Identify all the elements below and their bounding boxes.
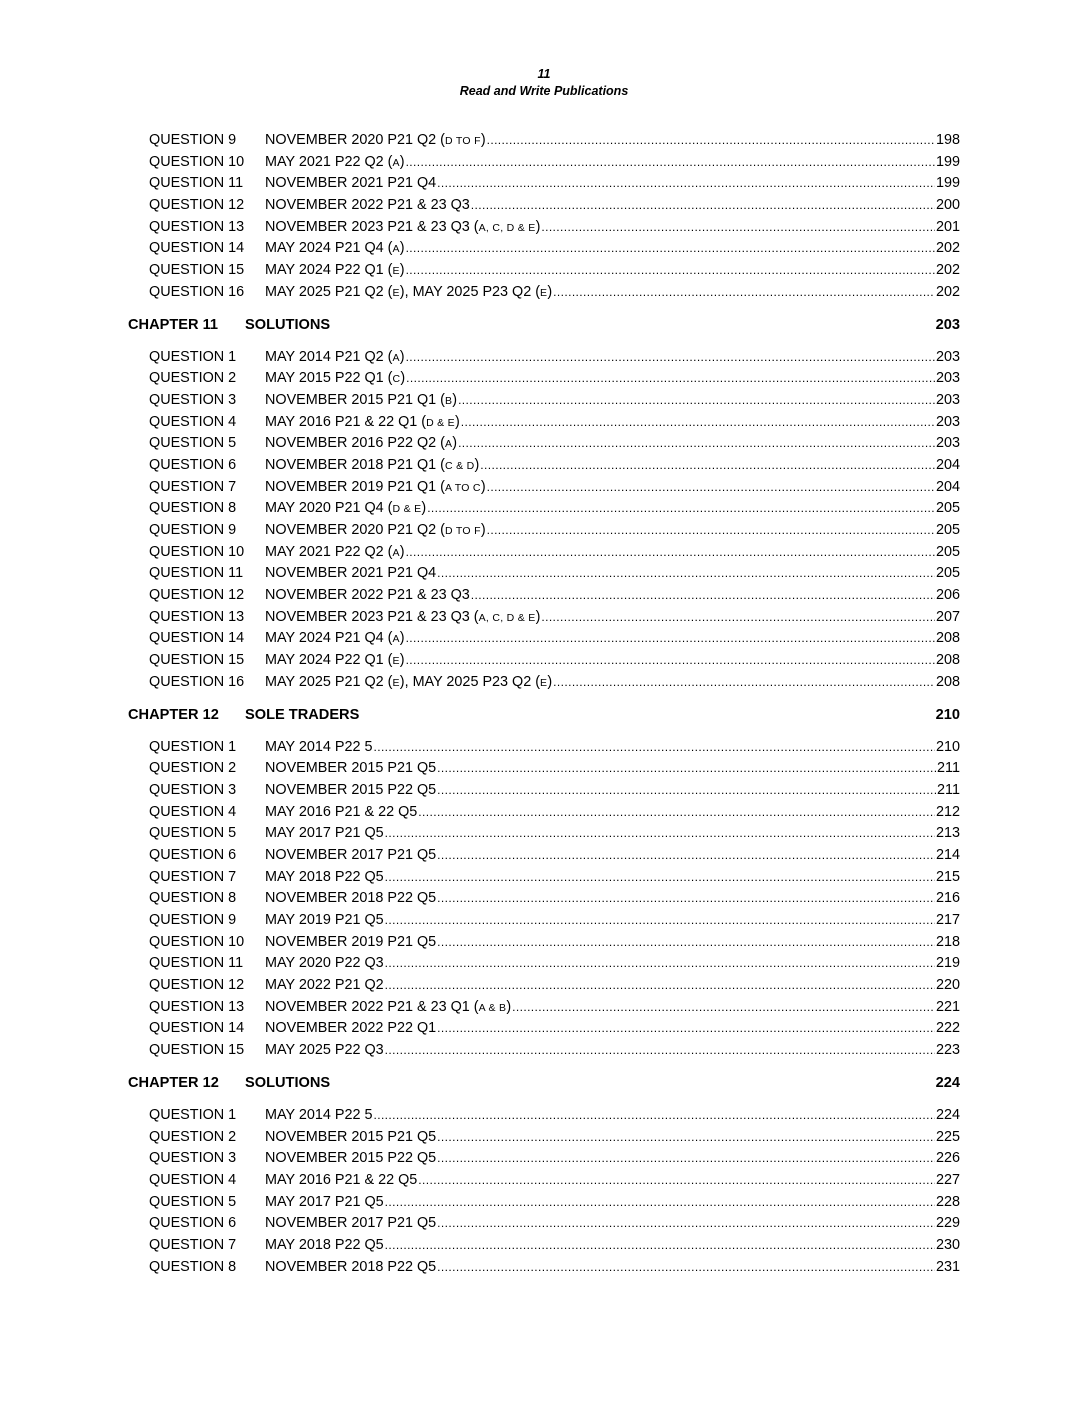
entry-page-number: 208 [935, 673, 960, 690]
entry-page-number: 226 [935, 1150, 960, 1167]
question-source: MAY 2020 P21 Q4 (D & E) [265, 500, 427, 517]
dot-leader [418, 1173, 935, 1187]
question-source: NOVEMBER 2022 P21 & 23 Q3 [265, 587, 470, 604]
question-label: QUESTION 13 [149, 998, 245, 1015]
question-label: QUESTION 4 [149, 803, 237, 820]
question-label: QUESTION 12 [149, 587, 245, 604]
question-label: QUESTION 8 [149, 1258, 237, 1275]
question-source: MAY 2017 P21 Q5 [265, 1193, 384, 1210]
question-source: MAY 2014 P21 Q2 (A) [265, 348, 405, 365]
question-source: NOVEMBER 2015 P22 Q5 [265, 781, 437, 798]
chapter-label: CHAPTER 12 [128, 1074, 219, 1091]
question-label: QUESTION 2 [149, 370, 237, 387]
entry-page-number: 210 [935, 738, 960, 755]
entry-page-number: 203 [935, 370, 960, 387]
entry-page-number: 198 [935, 132, 960, 148]
dot-leader [437, 566, 935, 580]
dot-leader [418, 805, 935, 819]
dot-leader [385, 1043, 935, 1057]
question-label: QUESTION 1 [149, 348, 237, 365]
toc-entry[interactable] [128, 760, 960, 782]
dot-leader [385, 1195, 935, 1209]
entry-page-number: 230 [935, 1236, 960, 1253]
question-label: QUESTION 13 [149, 218, 245, 235]
entry-page-number: 224 [935, 1106, 960, 1123]
toc-entry[interactable] [128, 219, 960, 241]
question-label: QUESTION 6 [149, 456, 237, 473]
entry-page-number: 217 [935, 912, 960, 928]
question-label: QUESTION 4 [149, 413, 237, 430]
question-source: NOVEMBER 2019 P21 Q5 [265, 933, 437, 950]
dot-leader [406, 241, 935, 255]
question-label: QUESTION 5 [149, 1193, 237, 1210]
entry-page-number: 214 [935, 846, 960, 863]
question-label: QUESTION 12 [149, 197, 245, 214]
page-number: 11 [537, 67, 551, 81]
entry-page-number: 220 [935, 977, 960, 994]
publisher-name: Read and Write Publications [459, 84, 629, 98]
entry-page-number: 211 [937, 760, 960, 777]
question-label: QUESTION 3 [149, 1150, 237, 1167]
dot-leader [406, 155, 935, 169]
question-source: MAY 2021 P22 Q2 (A) [265, 543, 405, 560]
dot-leader [373, 1108, 935, 1122]
question-source: MAY 2014 P22 5 [265, 738, 373, 755]
dot-leader [461, 415, 935, 429]
dot-leader [385, 978, 935, 992]
dot-leader [437, 783, 936, 797]
entry-page-number: 208 [935, 652, 960, 669]
question-label: QUESTION 11 [149, 955, 244, 972]
toc-entry[interactable] [128, 587, 960, 609]
entry-page-number: 223 [935, 1042, 960, 1059]
dot-leader [373, 740, 935, 754]
toc-entry[interactable] [128, 565, 960, 587]
question-source: MAY 2024 P22 Q1 (E) [265, 262, 405, 279]
toc-entry[interactable] [128, 262, 960, 284]
entry-page-number: 204 [935, 478, 960, 495]
question-source: MAY 2022 P21 Q2 [265, 977, 384, 994]
question-source: NOVEMBER 2023 P21 & 23 Q3 (A, C, D & E) [265, 218, 541, 235]
toc-entry[interactable] [128, 1129, 960, 1151]
entry-page-number: 221 [935, 998, 960, 1015]
entry-page-number: 219 [935, 955, 960, 972]
toc-entry[interactable] [128, 479, 960, 501]
question-source: MAY 2025 P21 Q2 (E), MAY 2025 P23 Q2 (E) [265, 673, 553, 690]
entry-page-number: 206 [935, 587, 960, 604]
question-source: MAY 2024 P21 Q4 (A) [265, 240, 405, 257]
chapter-heading[interactable] [128, 1075, 960, 1096]
toc-entry[interactable] [128, 392, 960, 414]
toc-entry[interactable] [128, 1215, 960, 1237]
question-source: MAY 2020 P22 Q3 [265, 955, 384, 972]
question-label: QUESTION 9 [149, 132, 237, 148]
toc-entry[interactable] [128, 240, 960, 262]
question-source: MAY 2018 P22 Q5 [265, 868, 384, 885]
chapter-label: CHAPTER 11 [128, 316, 219, 333]
dot-leader [553, 675, 935, 689]
dot-leader [553, 285, 935, 299]
toc-entry[interactable] [128, 955, 960, 977]
question-source: NOVEMBER 2022 P21 & 23 Q3 [265, 197, 470, 214]
toc-entry[interactable] [128, 630, 960, 652]
question-label: QUESTION 4 [149, 1171, 237, 1188]
dot-leader [471, 198, 935, 212]
question-source: NOVEMBER 2018 P21 Q1 (C & D) [265, 456, 480, 473]
entry-page-number: 205 [935, 543, 960, 560]
toc-entry[interactable] [128, 175, 960, 197]
question-label: QUESTION 6 [149, 846, 237, 863]
table-of-contents [128, 132, 960, 1280]
entry-page-number: 225 [935, 1128, 960, 1145]
question-label: QUESTION 14 [149, 630, 245, 647]
toc-entry[interactable] [128, 349, 960, 371]
chapter-page-number: 210 [935, 706, 960, 723]
dot-leader [385, 826, 935, 840]
dot-leader [385, 956, 935, 970]
toc-entry[interactable] [128, 132, 960, 154]
question-label: QUESTION 7 [149, 478, 237, 495]
question-source: MAY 2025 P21 Q2 (E), MAY 2025 P23 Q2 (E) [265, 283, 553, 300]
question-source: NOVEMBER 2021 P21 Q4 [265, 565, 437, 582]
toc-entry[interactable] [128, 544, 960, 566]
question-source: NOVEMBER 2019 P21 Q1 (A TO C) [265, 478, 486, 495]
question-label: QUESTION 11 [149, 175, 244, 192]
question-source: MAY 2015 P22 Q1 (C) [265, 370, 406, 387]
toc-entry[interactable] [128, 1020, 960, 1042]
dot-leader [406, 653, 935, 667]
chapter-heading[interactable] [128, 317, 960, 338]
toc-entry[interactable] [128, 1150, 960, 1172]
entry-page-number: 202 [935, 262, 960, 279]
page-header [0, 66, 1088, 100]
dot-leader [385, 870, 935, 884]
toc-entry[interactable] [128, 890, 960, 912]
question-source: MAY 2025 P22 Q3 [265, 1042, 384, 1059]
dot-leader [437, 1130, 935, 1144]
entry-page-number: 202 [935, 283, 960, 300]
question-source: MAY 2017 P21 Q5 [265, 825, 384, 842]
question-source: MAY 2018 P22 Q5 [265, 1236, 384, 1253]
question-label: QUESTION 5 [149, 825, 237, 842]
dot-leader [437, 1021, 935, 1035]
question-label: QUESTION 16 [149, 673, 245, 690]
entry-page-number: 199 [935, 175, 960, 192]
entry-page-number: 229 [935, 1215, 960, 1232]
question-source: MAY 2019 P21 Q5 [265, 912, 384, 928]
question-label: QUESTION 14 [149, 1020, 245, 1037]
question-label: QUESTION 1 [149, 738, 237, 755]
dot-leader [385, 1238, 935, 1252]
entry-page-number: 203 [935, 391, 960, 408]
dot-leader [487, 480, 935, 494]
question-source: NOVEMBER 2018 P22 Q5 [265, 890, 437, 907]
question-label: QUESTION 12 [149, 977, 245, 994]
question-label: QUESTION 5 [149, 435, 237, 452]
toc-entry[interactable] [128, 522, 960, 544]
toc-entry[interactable] [128, 674, 960, 696]
question-label: QUESTION 16 [149, 283, 245, 300]
dot-leader [406, 371, 935, 385]
toc-entry[interactable] [128, 1107, 960, 1129]
chapter-title: SOLUTIONS [245, 316, 331, 333]
question-source: NOVEMBER 2022 P22 Q1 [265, 1020, 437, 1037]
dot-leader [487, 133, 935, 147]
entry-page-number: 205 [935, 565, 960, 582]
entry-page-number: 204 [935, 456, 960, 473]
entry-page-number: 203 [935, 348, 960, 365]
question-source: MAY 2021 P22 Q2 (A) [265, 153, 405, 170]
toc-entry[interactable] [128, 912, 960, 934]
entry-page-number: 205 [935, 522, 960, 538]
toc-entry[interactable] [128, 934, 960, 956]
chapter-title: SOLE TRADERS [245, 706, 360, 723]
dot-leader [406, 263, 935, 277]
question-source: NOVEMBER 2015 P21 Q5 [265, 1128, 437, 1145]
toc-entry[interactable] [128, 457, 960, 479]
entry-page-number: 215 [935, 868, 960, 885]
question-label: QUESTION 1 [149, 1106, 237, 1123]
entry-page-number: 212 [935, 803, 960, 820]
entry-page-number: 203 [935, 413, 960, 430]
toc-entry[interactable] [128, 847, 960, 869]
toc-entry[interactable] [128, 1259, 960, 1281]
dot-leader [437, 848, 935, 862]
question-label: QUESTION 8 [149, 890, 237, 907]
question-source: NOVEMBER 2018 P22 Q5 [265, 1258, 437, 1275]
question-source: MAY 2024 P22 Q1 (E) [265, 652, 405, 669]
question-source: NOVEMBER 2020 P21 Q2 (D TO F) [265, 132, 486, 148]
question-label: QUESTION 3 [149, 781, 237, 798]
toc-entry[interactable] [128, 977, 960, 999]
entry-page-number: 207 [935, 608, 960, 625]
dot-leader [487, 523, 935, 537]
question-source: MAY 2016 P21 & 22 Q5 [265, 1171, 418, 1188]
question-source: MAY 2016 P21 & 22 Q5 [265, 803, 418, 820]
entry-page-number: 218 [935, 933, 960, 950]
toc-entry[interactable] [128, 370, 960, 392]
question-source: NOVEMBER 2022 P21 & 23 Q1 (A & B) [265, 998, 512, 1015]
dot-leader [541, 610, 935, 624]
dot-leader [512, 1000, 935, 1014]
entry-page-number: 202 [935, 240, 960, 257]
question-label: QUESTION 8 [149, 500, 237, 517]
question-source: NOVEMBER 2015 P21 Q5 [265, 760, 437, 777]
toc-entry[interactable] [128, 739, 960, 761]
question-label: QUESTION 9 [149, 912, 237, 928]
dot-leader [480, 458, 935, 472]
question-source: NOVEMBER 2017 P21 Q5 [265, 1215, 437, 1232]
entry-page-number: 205 [935, 500, 960, 517]
dot-leader [471, 588, 935, 602]
toc-entry[interactable] [128, 999, 960, 1021]
toc-entry[interactable] [128, 782, 960, 804]
toc-entry[interactable] [128, 1042, 960, 1064]
toc-entry[interactable] [128, 804, 960, 826]
dot-leader [406, 631, 935, 645]
question-label: QUESTION 13 [149, 608, 245, 625]
toc-entry[interactable] [128, 154, 960, 176]
question-source: NOVEMBER 2015 P22 Q5 [265, 1150, 437, 1167]
dot-leader [427, 501, 935, 515]
entry-page-number: 199 [935, 153, 960, 170]
entry-page-number: 231 [935, 1258, 960, 1275]
question-source: NOVEMBER 2023 P21 & 23 Q3 (A, C, D & E) [265, 608, 541, 625]
question-label: QUESTION 14 [149, 240, 245, 257]
question-source: MAY 2024 P21 Q4 (A) [265, 630, 405, 647]
question-label: QUESTION 2 [149, 760, 237, 777]
question-label: QUESTION 15 [149, 1042, 245, 1059]
dot-leader [437, 761, 936, 775]
question-label: QUESTION 2 [149, 1128, 237, 1145]
question-label: QUESTION 6 [149, 1215, 237, 1232]
question-label: QUESTION 3 [149, 391, 237, 408]
dot-leader [437, 891, 935, 905]
dot-leader [406, 545, 935, 559]
chapter-page-number: 224 [935, 1074, 960, 1091]
entry-page-number: 222 [935, 1020, 960, 1037]
dot-leader [458, 436, 935, 450]
toc-entry[interactable] [128, 197, 960, 219]
question-source: NOVEMBER 2016 P22 Q2 (A) [265, 435, 458, 452]
toc-entry[interactable] [128, 825, 960, 847]
question-label: QUESTION 11 [149, 565, 244, 582]
question-source: MAY 2014 P22 5 [265, 1106, 373, 1123]
dot-leader [385, 913, 935, 927]
toc-entry[interactable] [128, 652, 960, 674]
dot-leader [437, 176, 935, 190]
question-label: QUESTION 10 [149, 543, 245, 560]
chapter-label: CHAPTER 12 [128, 706, 219, 723]
dot-leader [458, 393, 935, 407]
entry-page-number: 211 [937, 781, 960, 798]
toc-entry[interactable] [128, 869, 960, 891]
dot-leader [437, 935, 935, 949]
entry-page-number: 208 [935, 630, 960, 647]
entry-page-number: 216 [935, 890, 960, 907]
entry-page-number: 203 [935, 435, 960, 452]
toc-entry[interactable] [128, 1237, 960, 1259]
entry-page-number: 200 [935, 197, 960, 214]
dot-leader [437, 1216, 935, 1230]
toc-entry[interactable] [128, 435, 960, 457]
toc-entry[interactable] [128, 1172, 960, 1194]
entry-page-number: 228 [935, 1193, 960, 1210]
question-source: MAY 2016 P21 & 22 Q1 (D & E) [265, 413, 460, 430]
entry-page-number: 213 [935, 825, 960, 842]
question-source: NOVEMBER 2020 P21 Q2 (D TO F) [265, 522, 486, 538]
toc-entry[interactable] [128, 1194, 960, 1216]
question-source: NOVEMBER 2017 P21 Q5 [265, 846, 437, 863]
toc-entry[interactable] [128, 414, 960, 436]
question-label: QUESTION 15 [149, 652, 245, 669]
toc-entry[interactable] [128, 284, 960, 306]
question-label: QUESTION 15 [149, 262, 245, 279]
question-label: QUESTION 7 [149, 1236, 237, 1253]
toc-entry[interactable] [128, 609, 960, 631]
chapter-heading[interactable] [128, 707, 960, 728]
dot-leader [406, 350, 935, 364]
dot-leader [437, 1151, 935, 1165]
question-label: QUESTION 9 [149, 522, 237, 538]
chapter-page-number: 203 [935, 316, 960, 333]
toc-entry[interactable] [128, 500, 960, 522]
entry-page-number: 227 [935, 1171, 960, 1188]
dot-leader [437, 1260, 935, 1274]
chapter-title: SOLUTIONS [245, 1074, 331, 1091]
entry-page-number: 201 [935, 218, 960, 235]
question-source: NOVEMBER 2015 P21 Q1 (B) [265, 391, 458, 408]
question-label: QUESTION 10 [149, 153, 245, 170]
question-label: QUESTION 7 [149, 868, 237, 885]
dot-leader [541, 220, 935, 234]
question-source: NOVEMBER 2021 P21 Q4 [265, 175, 437, 192]
question-label: QUESTION 10 [149, 933, 245, 950]
